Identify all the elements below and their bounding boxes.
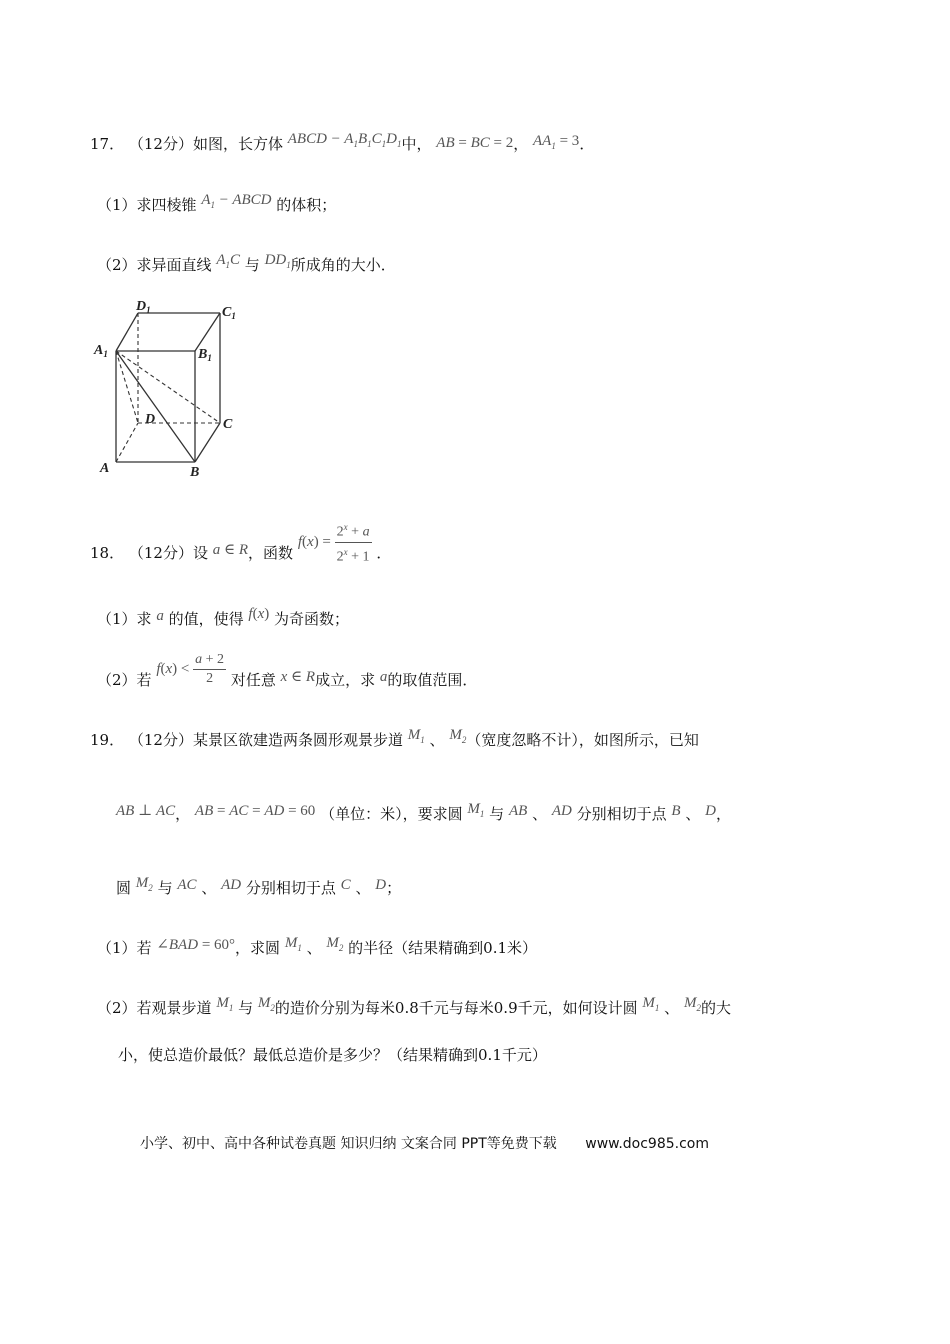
formula-ab-bc: AB [436,135,455,151]
label-a: A [100,461,110,476]
q19-line3: 圆 $M_2$ 与 AC 、 AD 分别相切于点 C 、 D； [116,875,402,897]
formula-m2: $M_2$ [449,727,467,745]
formula-cuboid: ABCD − $A_1B_1C_1D_1$ [287,131,402,149]
formula-inequality: f(x) < $\frac{a + 2}{2}$ [156,651,225,686]
q19-stem: 19． （12分）某景区欲建造两条圆形观景步道 $M_1$ 、 $M_2$（宽度忽略不计），如图所示，已知 [90,727,699,749]
footer-text: 小学、初中、高中各种试卷真题 知识归纳 文案合同 PPT等免费下载 [140,1136,557,1152]
formula-f-of-x: f [248,606,253,622]
label-b1: $B_1$ [198,347,212,363]
q19-part1: （1）若 ∠BAD = 60°，求圆 $M_1$ 、 $M_2$ 的半径（结果精确到0.1米） [97,935,538,957]
formula-ab-perp-ac: AB [116,803,135,819]
q18-part2: （2）若 f(x) < $\frac{a + 2}{2}$ 对任意 x ∈ R成立，求 a的取值范围． [97,651,478,689]
formula-ab-ac-ad: AB [194,803,214,819]
label-d: D [145,412,156,427]
label-c1: $C_1$ [222,305,236,321]
q19-line2: AB ⊥ AC， AB = AC = AD = 60 （单位：米），要求圆 $M_1$ 与 AB 、 AD 分别相切于点 B 、 D， [116,801,731,823]
q17-part1: （1）求四棱锥 $A_1$ − ABCD 的体积； [97,192,337,214]
formula-pyramid: $A_1$ − ABCD [201,192,272,210]
q18-stem: 18． （12分）设 a ∈ R，函数 f(x) = $\frac{2^x + a}{2^x + 1}$ ． [90,530,391,578]
label-c: C [223,417,233,432]
cuboid-figure [90,292,250,487]
formula-a-in-r: a [212,542,221,559]
q19-part2-cont: 小，使总造价最低？最低总造价是多少？（结果精确到0.1千元） [118,1046,547,1064]
label-a1: $A_1$ [94,343,108,359]
label-b: B [190,465,200,480]
formula-m1: $M_1$ [407,727,425,745]
formula-angle-bad: ∠BAD [156,937,199,953]
q17-part2: （2）求异面直线 $A_1C$ 与 $DD_1$所成角的大小． [97,252,396,274]
q18-part1: （1）求 a 的值，使得 f(x) 为奇函数； [97,606,350,628]
formula-dd1: $DD_1$ [264,252,291,270]
footer [140,1133,709,1153]
label-d1: $D_1$ [136,299,151,315]
formula-a1c: $A_1C$ [216,252,241,270]
formula-fx: f(x) = $\frac{2^x + a}{2^x + 1}$ [298,532,377,550]
q17-stem: 17． （12分）如图，长方体 ABCD − $A_1B_1C_1D_1$中， AB = BC = 2， $AA_1 = 3$． [90,131,595,153]
q19-part2: （2）若观景步道 $M_1$ 与 $M_2$的造价分别为每米0.8千元与每米0.9千元，如何设计圆 $M_1$ 、 $M_2$的大 [97,995,731,1017]
footer-url[interactable]: www.doc985.com [585,1136,709,1152]
formula-aa1: $AA_1$ [533,133,556,151]
